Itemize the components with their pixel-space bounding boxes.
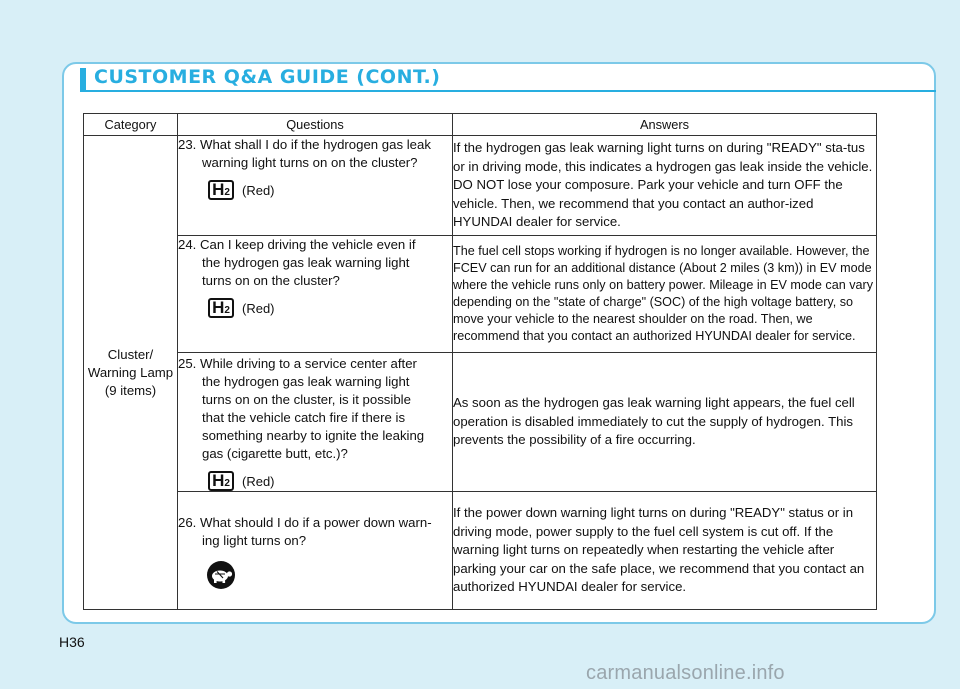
h2-warning-icon: H 2 bbox=[208, 180, 234, 200]
table-row bbox=[84, 136, 877, 236]
header-accent-bar bbox=[80, 68, 86, 92]
h2-warning-icon: H 2 bbox=[208, 471, 234, 491]
h2-warning-icon: H 2 bbox=[208, 298, 234, 318]
lamp-indicator bbox=[208, 471, 452, 491]
lamp-indicator bbox=[208, 180, 452, 200]
question-text: turns on on the cluster? bbox=[202, 273, 340, 288]
column-header-category: Category bbox=[84, 114, 178, 136]
question-text: warning light turns on on the cluster? bbox=[202, 155, 418, 170]
lamp-color-label: (Red) bbox=[242, 473, 275, 489]
category-cell bbox=[84, 136, 178, 610]
lamp-color-label: (Red) bbox=[242, 182, 275, 198]
question-text: ing light turns on? bbox=[202, 533, 307, 548]
question-text: turns on on the cluster, is it possible bbox=[202, 392, 411, 407]
question-text: 23. What shall I do if the hydrogen gas leak bbox=[178, 137, 431, 152]
category-line: Warning Lamp bbox=[87, 364, 174, 380]
question-text: the hydrogen gas leak warning light bbox=[202, 374, 410, 389]
column-header-questions: Questions bbox=[178, 114, 453, 136]
answer-cell: The fuel cell stops working if hydrogen is no longer available. However, the FCEV can run for an additional distance (About 2 miles (3 km)) in EV mode where the vehicle runs only on battery power. Mileage in EV mode can vary depending on the "state of charge" (SOC) of the high voltage battery, so move your vehicle to the nearest shoulder on the road. Then, we recommend that you contact an authorized HYUNDAI dealer for service. bbox=[453, 236, 877, 353]
lamp-color-label: (Red) bbox=[242, 300, 275, 316]
column-header-answers: Answers bbox=[453, 114, 877, 136]
answer-cell: If the hydrogen gas leak warning light turns on during "READY" sta-tus or in driving mode, this indicates a hydrogen gas leak inside the vehicle. DO NOT lose your composure. Park your vehicle and turn OFF the vehicle. Then, we recommend that you contact an author-ized HYUNDAI dealer for service. bbox=[453, 136, 877, 236]
question-cell bbox=[178, 353, 453, 492]
table-row bbox=[84, 353, 877, 492]
header-underline bbox=[86, 90, 936, 92]
table-row bbox=[84, 236, 877, 353]
question-text: something nearby to ignite the leaking bbox=[202, 428, 425, 443]
question-cell bbox=[178, 136, 453, 236]
category-line: (9 items) bbox=[104, 382, 157, 398]
page-number: H36 bbox=[59, 634, 85, 650]
question-text: 25. While driving to a service center after bbox=[178, 356, 417, 371]
question-text: that the vehicle catch fire if there is bbox=[202, 410, 406, 425]
answer-cell: As soon as the hydrogen gas leak warning light appears, the fuel cell operation is disabled immediately to cut the supply of hydrogen. This prevents the possibility of a fire occurring. bbox=[453, 353, 877, 492]
question-cell bbox=[178, 492, 453, 610]
answer-cell: If the power down warning light turns on during "READY" status or in driving mode, power supply to the fuel cell system is cut off. If the warning light turns on repeatedly when restarting the vehicle after parking your car on the safe place, we recommend that you contact an authorized HYUNDAI dealer for service. bbox=[453, 492, 877, 610]
question-cell bbox=[178, 236, 453, 353]
power-down-turtle-icon bbox=[206, 560, 236, 590]
watermark: carmanualsonline.info bbox=[586, 662, 785, 684]
question-text: gas (cigarette butt, etc.)? bbox=[202, 446, 348, 461]
table-header-row bbox=[84, 114, 877, 136]
lamp-indicator bbox=[208, 298, 452, 318]
question-text: 24. Can I keep driving the vehicle even if bbox=[178, 237, 416, 252]
question-text: 26. What should I do if a power down warn- bbox=[178, 515, 432, 530]
category-line: Cluster/ bbox=[107, 346, 154, 362]
page-title: CUSTOMER Q&A GUIDE (CONT.) bbox=[94, 66, 441, 88]
table-row bbox=[84, 492, 877, 610]
question-text: the hydrogen gas leak warning light bbox=[202, 255, 410, 270]
qa-table bbox=[83, 113, 877, 610]
